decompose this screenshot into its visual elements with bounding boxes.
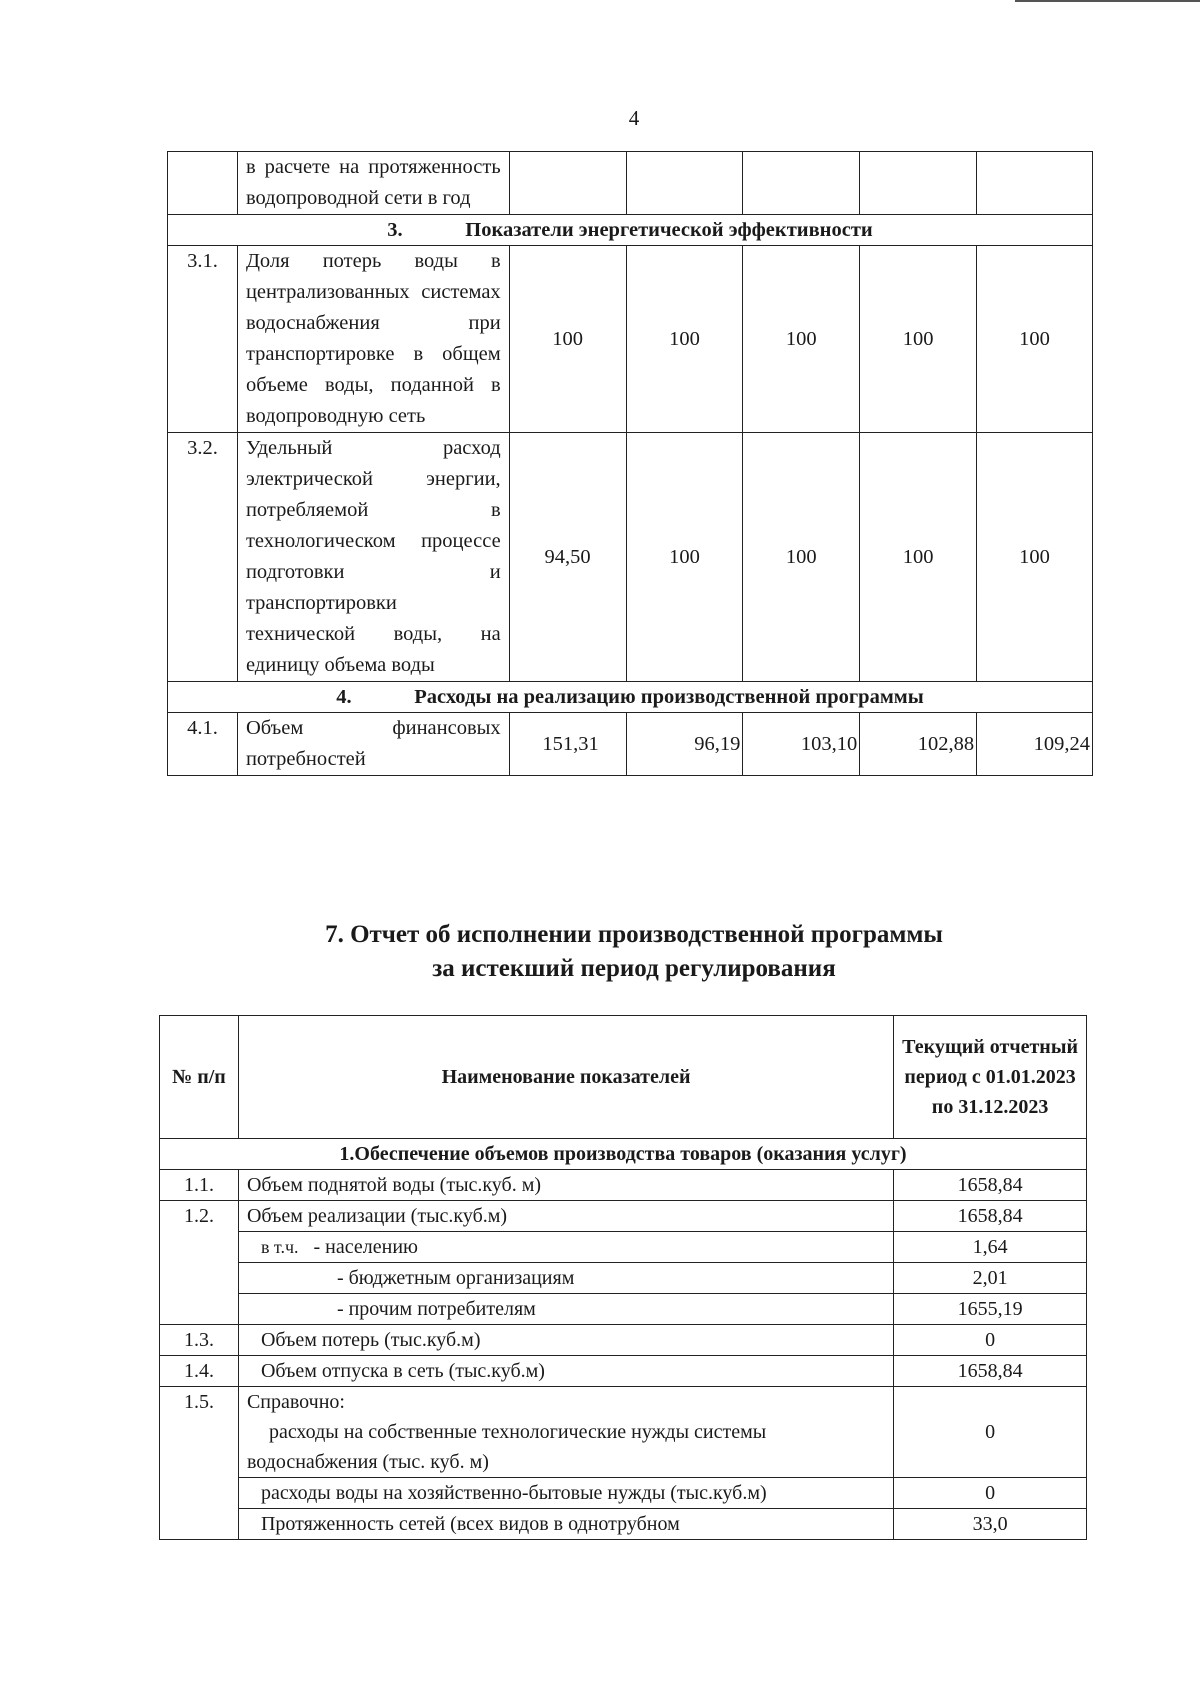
table-row bbox=[160, 1294, 1087, 1325]
indicator-name: Объем реализации (тыс.куб.м) bbox=[238, 1201, 893, 1232]
table-row bbox=[168, 433, 1093, 682]
value-cell bbox=[860, 152, 977, 215]
indicator-name: Удельный расход электрической энергии, потребляемой в технологическом процессе подготовки и транспортировки технической воды, на единицу объема воды bbox=[237, 433, 509, 682]
section-number: 3. bbox=[387, 219, 403, 241]
value-cell: 100 bbox=[977, 433, 1093, 682]
section-heading bbox=[168, 682, 1093, 713]
table-row bbox=[160, 1232, 1087, 1263]
value-cell: 2,01 bbox=[894, 1263, 1087, 1294]
indicator-name: в расчете на протяженность водопроводной сети в год bbox=[237, 152, 509, 215]
report-table bbox=[159, 1015, 1087, 1540]
value-cell: 96,19 bbox=[626, 713, 743, 776]
value-cell: 0 bbox=[894, 1478, 1087, 1509]
report-section-title bbox=[0, 918, 1200, 986]
value-cell: 100 bbox=[509, 246, 626, 433]
prefix-label: в т.ч. bbox=[260, 1237, 299, 1257]
indicator-name bbox=[238, 1387, 893, 1478]
row-number: 3.2. bbox=[168, 433, 238, 682]
value-cell: 33,0 bbox=[894, 1509, 1087, 1540]
header-name: Наименование показателей bbox=[238, 1016, 893, 1139]
row-number: 1.5. bbox=[160, 1387, 239, 1540]
indicator-name: Протяженность сетей (всех видов в однотрубном bbox=[238, 1509, 893, 1540]
section-heading bbox=[168, 215, 1093, 246]
indicator-name: расходы воды на хозяйственно-бытовые нужды (тыс.куб.м) bbox=[238, 1478, 893, 1509]
row-number: 1.4. bbox=[160, 1356, 239, 1387]
table-row bbox=[160, 1356, 1087, 1387]
value-cell: 100 bbox=[626, 433, 743, 682]
value-cell: 100 bbox=[743, 246, 860, 433]
value-cell: 1658,84 bbox=[894, 1170, 1087, 1201]
title-line-1: 7. Отчет об исполнении производственной программы bbox=[325, 921, 943, 948]
value-cell: 100 bbox=[743, 433, 860, 682]
table-row bbox=[160, 1509, 1087, 1540]
section-heading: 1.Обеспечение объемов производства товаров (оказания услуг) bbox=[160, 1139, 1087, 1170]
value-cell: 100 bbox=[860, 246, 977, 433]
value-cell: 103,10 bbox=[743, 713, 860, 776]
table-row bbox=[168, 713, 1093, 776]
table-row bbox=[160, 1201, 1087, 1232]
indicator-name: - бюджетным организациям bbox=[238, 1263, 893, 1294]
value-cell bbox=[626, 152, 743, 215]
title-line-2: за истекший период регулирования bbox=[432, 955, 836, 982]
header-row bbox=[160, 1016, 1087, 1139]
row-number: 1.2. bbox=[160, 1201, 239, 1325]
value-cell: 0 bbox=[894, 1325, 1087, 1356]
value-cell: 109,24 bbox=[977, 713, 1093, 776]
value-cell: 94,50 bbox=[509, 433, 626, 682]
header-period: Текущий отчетный период с 01.01.2023 по 31.12.2023 bbox=[894, 1016, 1087, 1139]
value-cell: 1658,84 bbox=[894, 1201, 1087, 1232]
section-title: Расходы на реализацию производственной программы bbox=[414, 686, 924, 708]
row-number: 1.3. bbox=[160, 1325, 239, 1356]
value-cell bbox=[509, 152, 626, 215]
value-cell: 100 bbox=[977, 246, 1093, 433]
section-row bbox=[168, 682, 1093, 713]
indicator-name: - прочим потребителям bbox=[238, 1294, 893, 1325]
table-row bbox=[168, 246, 1093, 433]
section-number: 4. bbox=[336, 686, 352, 708]
scan-edge-mark bbox=[1015, 0, 1200, 2]
row-number: 1.1. bbox=[160, 1170, 239, 1201]
section-row bbox=[160, 1139, 1087, 1170]
table-row bbox=[168, 152, 1093, 215]
value-cell bbox=[743, 152, 860, 215]
table-row bbox=[160, 1263, 1087, 1294]
indicator-name: Объем финансовых потребностей bbox=[237, 713, 509, 776]
value-cell: 1658,84 bbox=[894, 1356, 1087, 1387]
section-title: Показатели энергетической эффективности bbox=[465, 219, 873, 241]
table-row bbox=[160, 1170, 1087, 1201]
indicator-name: Доля потерь воды в централизованных системах водоснабжения при транспортировке в общем объеме воды, поданной в водопроводную сеть bbox=[237, 246, 509, 433]
value-cell: 1655,19 bbox=[894, 1294, 1087, 1325]
table-row bbox=[160, 1387, 1087, 1478]
indicator-name: Объем потерь (тыс.куб.м) bbox=[238, 1325, 893, 1356]
value-cell: 1,64 bbox=[894, 1232, 1087, 1263]
indicator-line: водоснабжения (тыс. куб. м) bbox=[246, 1451, 489, 1473]
table-row bbox=[160, 1325, 1087, 1356]
indicator-name: Объем отпуска в сеть (тыс.куб.м) bbox=[238, 1356, 893, 1387]
row-number: 3.1. bbox=[168, 246, 238, 433]
subitem-label: - населению bbox=[313, 1236, 418, 1258]
value-cell: 100 bbox=[626, 246, 743, 433]
table-row bbox=[160, 1478, 1087, 1509]
header-number: № п/п bbox=[160, 1016, 239, 1139]
value-cell bbox=[977, 152, 1093, 215]
row-number: 4.1. bbox=[168, 713, 238, 776]
row-number-cell bbox=[168, 152, 238, 215]
page-number: 4 bbox=[628, 106, 640, 130]
indicators-table bbox=[167, 151, 1093, 776]
indicator-line: расходы на собственные технологические нужды системы bbox=[268, 1421, 767, 1443]
indicator-name: Объем поднятой воды (тыс.куб. м) bbox=[238, 1170, 893, 1201]
value-cell: 151,31 bbox=[509, 713, 626, 776]
indicator-name bbox=[238, 1232, 893, 1263]
value-cell: 102,88 bbox=[860, 713, 977, 776]
reference-label: Справочно: bbox=[246, 1391, 345, 1413]
value-cell: 0 bbox=[894, 1387, 1087, 1478]
section-row bbox=[168, 215, 1093, 246]
value-cell: 100 bbox=[860, 433, 977, 682]
